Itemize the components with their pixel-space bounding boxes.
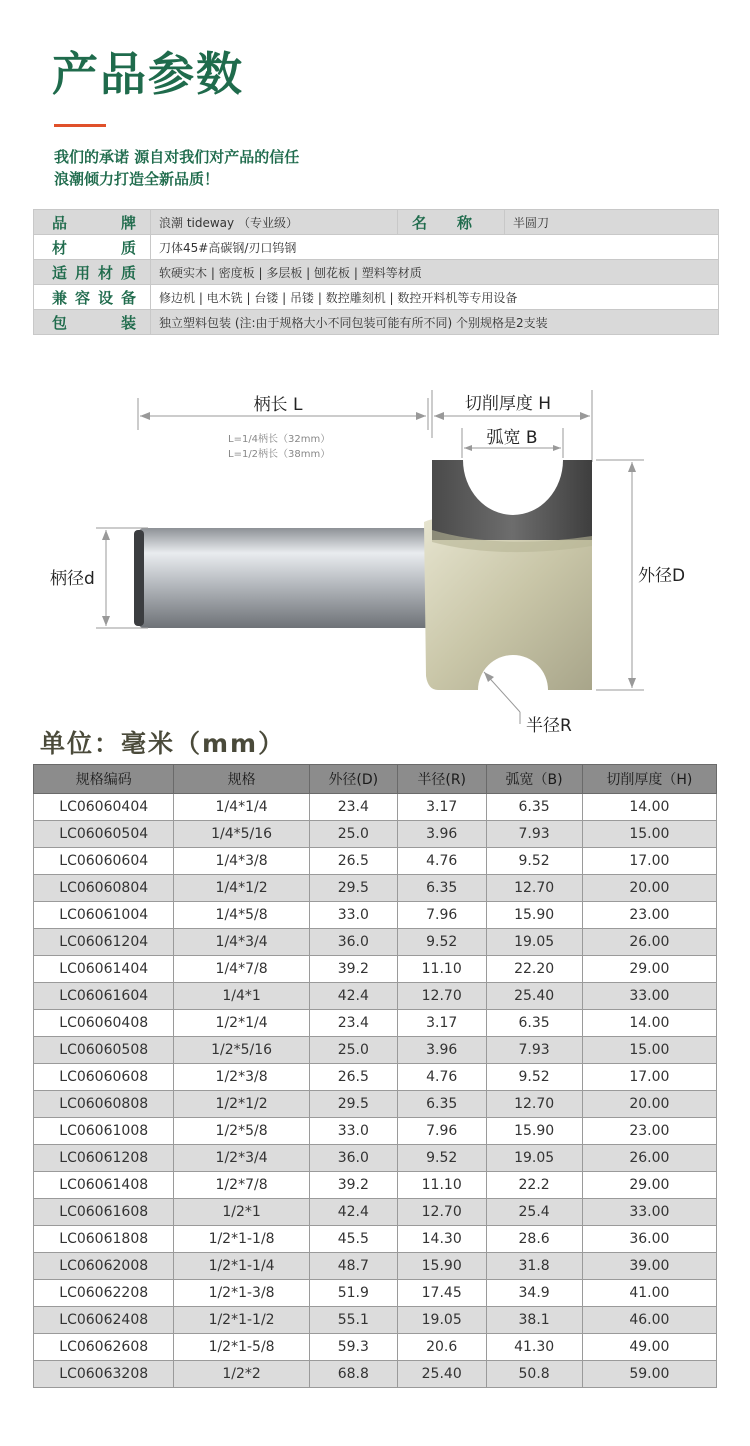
table-header-row <box>34 765 717 794</box>
name-label: 名称 <box>398 210 505 235</box>
table-row <box>34 1199 717 1226</box>
unit-label: 单位：毫米（mm） <box>40 729 286 758</box>
table-cell: LC06060804 <box>34 875 174 902</box>
table-cell: 42.4 <box>309 1199 397 1226</box>
table-cell: LC06061008 <box>34 1118 174 1145</box>
table-cell: 3.17 <box>397 1010 486 1037</box>
column-header: 半径(R) <box>397 765 486 794</box>
table-cell: 1/2*1-3/8 <box>174 1280 309 1307</box>
spec-row-material <box>34 235 719 260</box>
table-cell: 17.45 <box>397 1280 486 1307</box>
table-cell: 36.0 <box>309 1145 397 1172</box>
column-header: 切削厚度（H) <box>582 765 716 794</box>
table-cell: 1/2*1-1/4 <box>174 1253 309 1280</box>
table-cell: 12.70 <box>486 1091 582 1118</box>
table-row <box>34 1280 717 1307</box>
table-cell: 26.5 <box>309 848 397 875</box>
table-cell: 1/4*3/8 <box>174 848 309 875</box>
spec-row-package <box>34 310 719 335</box>
table-cell: 68.8 <box>309 1361 397 1388</box>
promise-line-2: 浪潮倾力打造全新品质！ <box>54 170 220 188</box>
table-cell: 26.00 <box>582 1145 716 1172</box>
table-cell: 22.2 <box>486 1172 582 1199</box>
table-cell: 22.20 <box>486 956 582 983</box>
table-row <box>34 1118 717 1145</box>
table-cell: 33.00 <box>582 1199 716 1226</box>
table-cell: LC06061004 <box>34 902 174 929</box>
table-row <box>34 794 717 821</box>
brand-value: 浪潮 tideway （专业级） <box>151 210 398 235</box>
applicable-value: 软硬实木 | 密度板 | 多层板 | 刨花板 | 塑料等材质 <box>151 260 719 285</box>
table-row <box>34 1172 717 1199</box>
table-cell: LC06060808 <box>34 1091 174 1118</box>
shank-note-1: L=1/4柄长（32mm） <box>228 434 331 445</box>
table-cell: 34.9 <box>486 1280 582 1307</box>
table-cell: LC06060504 <box>34 821 174 848</box>
compatible-label: 兼容设备 <box>34 285 151 310</box>
table-row <box>34 902 717 929</box>
shank-length-label: 柄长 L <box>253 395 303 415</box>
table-cell: 23.4 <box>309 1010 397 1037</box>
table-cell: LC06061808 <box>34 1226 174 1253</box>
table-cell: 17.00 <box>582 1064 716 1091</box>
table-cell: 1/2*5/16 <box>174 1037 309 1064</box>
arrow-down-icon <box>102 616 110 626</box>
table-cell: 51.9 <box>309 1280 397 1307</box>
table-cell: 45.5 <box>309 1226 397 1253</box>
table-cell: 6.35 <box>397 1091 486 1118</box>
arrow-down-icon <box>628 678 636 688</box>
table-cell: 1/2*3/8 <box>174 1064 309 1091</box>
table-cell: 29.00 <box>582 956 716 983</box>
table-row <box>34 929 717 956</box>
table-cell: LC06060508 <box>34 1037 174 1064</box>
table-cell: LC06061408 <box>34 1172 174 1199</box>
arrow-up-icon <box>628 462 636 472</box>
applicable-label: 适用材质 <box>34 260 151 285</box>
table-cell: 6.35 <box>397 875 486 902</box>
table-cell: 1/2*3/4 <box>174 1145 309 1172</box>
table-cell: 26.00 <box>582 929 716 956</box>
table-cell: 3.96 <box>397 1037 486 1064</box>
table-cell: LC06060604 <box>34 848 174 875</box>
table-cell: 33.0 <box>309 902 397 929</box>
table-cell: 48.7 <box>309 1253 397 1280</box>
table-cell: 42.4 <box>309 983 397 1010</box>
table-row <box>34 1361 717 1388</box>
table-cell: LC06063208 <box>34 1361 174 1388</box>
table-cell: 59.00 <box>582 1361 716 1388</box>
table-cell: 14.00 <box>582 794 716 821</box>
radius-label: 半径R <box>526 716 572 736</box>
promise-line-1: 我们的承诺 源自对我们对产品的信任 <box>54 148 300 166</box>
table-cell: 15.90 <box>486 1118 582 1145</box>
table-cell: 1/2*1-5/8 <box>174 1334 309 1361</box>
spec-row-compatible <box>34 285 719 310</box>
column-header: 外径(D) <box>309 765 397 794</box>
table-cell: 55.1 <box>309 1307 397 1334</box>
table-cell: 31.8 <box>486 1253 582 1280</box>
table-cell: 1/4*3/4 <box>174 929 309 956</box>
table-cell: 20.6 <box>397 1334 486 1361</box>
shank-note-2: L=1/2柄长（38mm） <box>228 449 331 460</box>
table-cell: 9.52 <box>486 848 582 875</box>
table-cell: 9.52 <box>397 929 486 956</box>
arrow-right-icon <box>416 412 426 420</box>
table-cell: 6.35 <box>486 1010 582 1037</box>
table-row <box>34 1037 717 1064</box>
package-value: 独立塑料包装 (注:由于规格大小不同包装可能有所不同) 个别规格是2支装 <box>151 310 719 335</box>
table-body <box>34 794 717 1388</box>
table-cell: LC06060608 <box>34 1064 174 1091</box>
table-cell: 49.00 <box>582 1334 716 1361</box>
table-cell: 1/4*1/4 <box>174 794 309 821</box>
table-cell: 1/2*1/4 <box>174 1010 309 1037</box>
table-cell: 25.0 <box>309 1037 397 1064</box>
table-cell: LC06061604 <box>34 983 174 1010</box>
table-cell: 1/4*5/16 <box>174 821 309 848</box>
table-cell: 36.00 <box>582 1226 716 1253</box>
table-row <box>34 875 717 902</box>
table-row <box>34 821 717 848</box>
table-cell: 7.96 <box>397 902 486 929</box>
table-cell: 1/4*1 <box>174 983 309 1010</box>
compatible-value: 修边机 | 电木铣 | 台镂 | 吊镂 | 数控雕刻机 | 数控开料机等专用设备 <box>151 285 719 310</box>
table-cell: 12.70 <box>397 983 486 1010</box>
arrow-up-icon <box>102 530 110 540</box>
table-cell: 4.76 <box>397 848 486 875</box>
table-row <box>34 1010 717 1037</box>
table-cell: 33.0 <box>309 1118 397 1145</box>
table-cell: 1/4*5/8 <box>174 902 309 929</box>
table-cell: LC06062608 <box>34 1334 174 1361</box>
table-cell: LC06062008 <box>34 1253 174 1280</box>
table-cell: 1/4*7/8 <box>174 956 309 983</box>
table-cell: 14.30 <box>397 1226 486 1253</box>
table-cell: 50.8 <box>486 1361 582 1388</box>
table-cell: 1/2*1-1/2 <box>174 1307 309 1334</box>
arrow-right-icon <box>553 445 561 451</box>
table-cell: 46.00 <box>582 1307 716 1334</box>
table-cell: 29.5 <box>309 1091 397 1118</box>
table-cell: 59.3 <box>309 1334 397 1361</box>
material-value: 刀体45#高碳钢/刃口钨钢 <box>151 235 719 260</box>
table-cell: 29.00 <box>582 1172 716 1199</box>
table-cell: 1/2*7/8 <box>174 1172 309 1199</box>
table-cell: 7.96 <box>397 1118 486 1145</box>
spec-list-table <box>33 764 717 1388</box>
table-cell: 19.05 <box>486 1145 582 1172</box>
table-row <box>34 983 717 1010</box>
shank-end <box>134 530 144 626</box>
table-cell: LC06062208 <box>34 1280 174 1307</box>
table-cell: 39.00 <box>582 1253 716 1280</box>
table-cell: 41.00 <box>582 1280 716 1307</box>
table-row <box>34 1307 717 1334</box>
arrow-left-icon <box>434 412 444 420</box>
table-cell: 9.52 <box>397 1145 486 1172</box>
table-cell: 25.4 <box>486 1199 582 1226</box>
table-row <box>34 1226 717 1253</box>
spec-row-brand <box>34 210 719 235</box>
table-cell: 25.40 <box>397 1361 486 1388</box>
page-title: 产品参数 <box>52 47 244 101</box>
router-bit-diagram <box>0 350 750 740</box>
table-cell: 23.00 <box>582 902 716 929</box>
table-row <box>34 1091 717 1118</box>
table-cell: 1/2*1/2 <box>174 1091 309 1118</box>
table-cell: 15.00 <box>582 1037 716 1064</box>
table-cell: 15.90 <box>397 1253 486 1280</box>
arrow-left-icon <box>140 412 150 420</box>
table-cell: 19.05 <box>397 1307 486 1334</box>
table-cell: 39.2 <box>309 956 397 983</box>
table-cell: 1/2*2 <box>174 1361 309 1388</box>
material-label: 材质 <box>34 235 151 260</box>
table-cell: 19.05 <box>486 929 582 956</box>
table-cell: 36.0 <box>309 929 397 956</box>
table-row <box>34 1145 717 1172</box>
table-cell: 33.00 <box>582 983 716 1010</box>
table-row <box>34 956 717 983</box>
table-cell: 14.00 <box>582 1010 716 1037</box>
table-cell: 15.00 <box>582 821 716 848</box>
outer-dia-label: 外径D <box>638 566 686 586</box>
table-cell: 9.52 <box>486 1064 582 1091</box>
table-cell: 3.96 <box>397 821 486 848</box>
column-header: 规格编码 <box>34 765 174 794</box>
table-cell: 3.17 <box>397 794 486 821</box>
table-cell: 20.00 <box>582 1091 716 1118</box>
table-cell: 1/2*1 <box>174 1199 309 1226</box>
table-cell: 23.00 <box>582 1118 716 1145</box>
table-cell: 12.70 <box>397 1199 486 1226</box>
table-cell: LC06061608 <box>34 1199 174 1226</box>
table-cell: 15.90 <box>486 902 582 929</box>
table-cell: 20.00 <box>582 875 716 902</box>
arc-width-label: 弧宽 B <box>486 428 538 448</box>
shank-dia-label: 柄径d <box>50 569 95 589</box>
column-header: 规格 <box>174 765 309 794</box>
brand-label: 品牌 <box>34 210 151 235</box>
table-cell: 1/2*5/8 <box>174 1118 309 1145</box>
table-cell: LC06061404 <box>34 956 174 983</box>
shank <box>138 528 438 628</box>
table-cell: LC06061204 <box>34 929 174 956</box>
table-cell: 23.4 <box>309 794 397 821</box>
table-cell: 6.35 <box>486 794 582 821</box>
table-cell: 26.5 <box>309 1064 397 1091</box>
table-cell: 29.5 <box>309 875 397 902</box>
table-cell: 7.93 <box>486 821 582 848</box>
table-cell: 39.2 <box>309 1172 397 1199</box>
table-cell: LC06061208 <box>34 1145 174 1172</box>
table-row <box>34 1064 717 1091</box>
arrow-right-icon <box>580 412 590 420</box>
table-row <box>34 1253 717 1280</box>
spec-table <box>33 209 719 335</box>
cut-height-label: 切削厚度 H <box>464 394 552 414</box>
table-cell: 1/4*1/2 <box>174 875 309 902</box>
table-cell: LC06060408 <box>34 1010 174 1037</box>
table-cell: 7.93 <box>486 1037 582 1064</box>
table-cell: 11.10 <box>397 956 486 983</box>
table-row <box>34 848 717 875</box>
table-cell: 12.70 <box>486 875 582 902</box>
name-value: 半圆刀 <box>505 210 719 235</box>
table-cell: 11.10 <box>397 1172 486 1199</box>
package-label: 包装 <box>34 310 151 335</box>
table-cell: LC06060404 <box>34 794 174 821</box>
table-cell: 38.1 <box>486 1307 582 1334</box>
table-cell: 4.76 <box>397 1064 486 1091</box>
table-cell: 17.00 <box>582 848 716 875</box>
table-cell: 1/2*1-1/8 <box>174 1226 309 1253</box>
table-cell: 28.6 <box>486 1226 582 1253</box>
title-underline <box>54 124 106 127</box>
table-row <box>34 1334 717 1361</box>
table-cell: 25.0 <box>309 821 397 848</box>
table-cell: 25.40 <box>486 983 582 1010</box>
arrow-left-icon <box>464 445 472 451</box>
table-cell: LC06062408 <box>34 1307 174 1334</box>
spec-row-applicable <box>34 260 719 285</box>
column-header: 弧宽（B) <box>486 765 582 794</box>
table-cell: 41.30 <box>486 1334 582 1361</box>
